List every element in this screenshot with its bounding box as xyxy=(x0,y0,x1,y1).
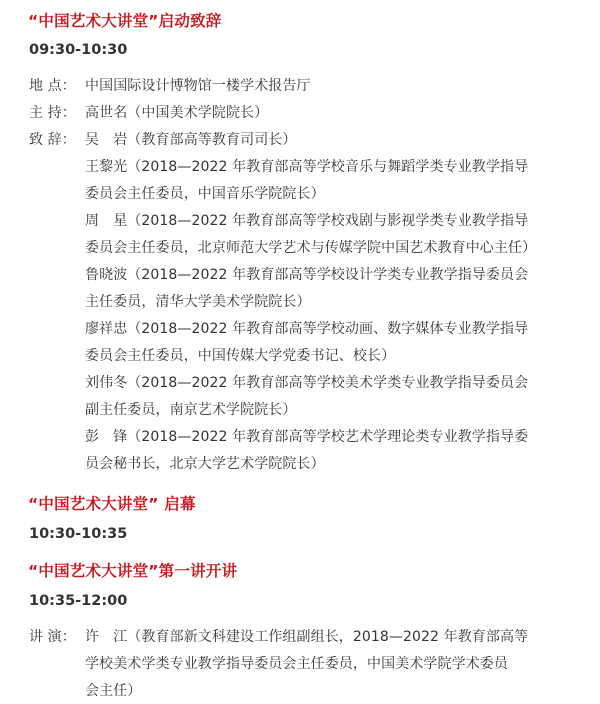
speaker-wang-liguang-line1: 王黎光（2018—2022 年教育部高等学校音乐与舞蹈学类专业教学指导 xyxy=(85,159,529,175)
speaker-liu-weidong-line1: 刘伟冬（2018—2022 年教育部高等学校美术学类专业教学指导委员会 xyxy=(85,375,529,391)
speaker-zhou-xing-line1: 周 星（2018—2022 年教育部高等学校戏剧与影视学类专业教学指导 xyxy=(85,213,529,229)
lecturer-line3: 会主任） xyxy=(85,683,142,699)
venue-row xyxy=(29,75,311,95)
lecturer-line2: 学校美术学类专业教学指导委员会主任委员，中国美术学院学术委员 xyxy=(85,656,508,672)
speaker-wang-liguang-line2: 委员会主任委员，中国音乐学院院长） xyxy=(85,186,325,202)
host-row xyxy=(29,102,268,122)
speaker-liao-xiangzhong-line2: 委员会主任委员，中国传媒大学党委书记、校长） xyxy=(85,348,396,364)
speaker-liao-xiangzhong-line1: 廖祥忠（2018—2022 年教育部高等学校动画、数字媒体专业教学指导 xyxy=(85,321,529,337)
speaker-peng-feng-line1: 彭 锋（2018—2022 年教育部高等学校艺术学理论类专业教学指导委 xyxy=(85,429,529,445)
speech-row xyxy=(29,129,297,149)
speaker-liu-weidong-line2: 副主任委员，南京艺术学院院长） xyxy=(85,402,297,418)
lecturer-line1: 许 江（教育部新文科建设工作组副组长，2018—2022 年教育部高等 xyxy=(85,629,529,645)
time-lecture: 10:35-12:00 xyxy=(29,593,128,609)
time-opening: 09:30-10:30 xyxy=(29,42,128,58)
section-title-opening: “中国艺术大讲堂”启动致辞 xyxy=(28,12,222,30)
speaker-lu-xiaobo-line1: 鲁晓波（2018—2022 年教育部高等学校设计学类专业教学指导委员会 xyxy=(85,267,529,283)
speaker-wu-yan: 吴 岩（教育部高等教育司司长） xyxy=(85,132,297,148)
lecturer-row xyxy=(29,626,528,646)
speaker-zhou-xing-line2: 委员会主任委员，北京师范大学艺术与传媒学院中国艺术教育中心主任） xyxy=(85,240,537,256)
speaker-lu-xiaobo-line2: 主任委员，清华大学美术学院院长） xyxy=(85,294,311,310)
section-title-lecture: “中国艺术大讲堂”第一讲开讲 xyxy=(28,562,238,580)
section-title-curtain: “中国艺术大讲堂” 启幕 xyxy=(28,495,196,513)
speech-label: 致 辞： xyxy=(29,132,76,148)
lecturer-label: 讲 演： xyxy=(29,629,76,645)
speaker-peng-feng-line2: 员会秘书长，北京大学艺术学院院长） xyxy=(85,456,325,472)
venue-label: 地 点： xyxy=(29,78,76,94)
host-label: 主 持： xyxy=(29,105,76,121)
host-value: 高世名（中国美术学院院长） xyxy=(85,105,269,121)
venue-value: 中国国际设计博物馆一楼学术报告厅 xyxy=(85,78,311,94)
time-curtain: 10:30-10:35 xyxy=(29,526,128,542)
